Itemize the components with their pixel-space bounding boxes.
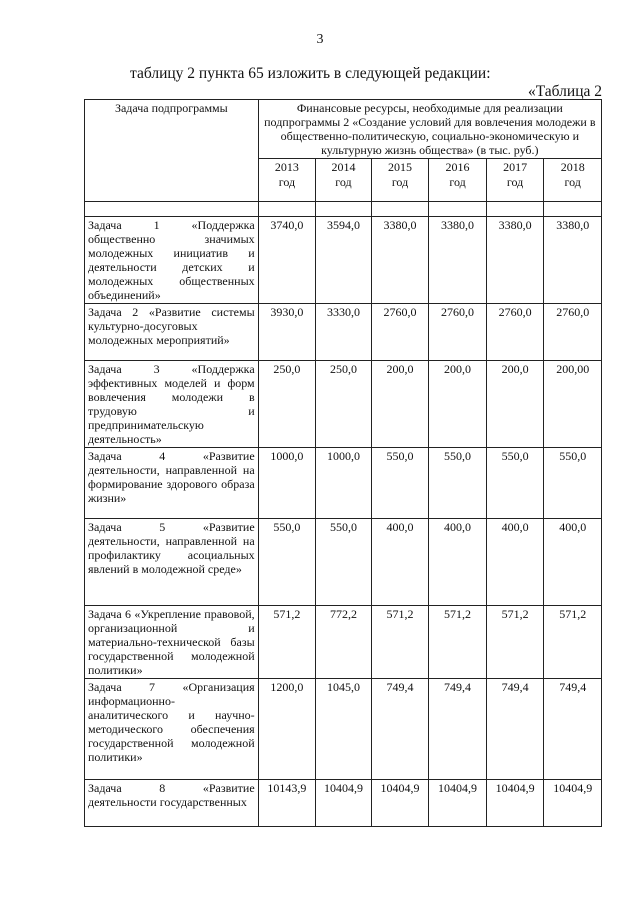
value-cell: 550,0 [429,448,487,519]
header-task: Задача подпрограммы [85,100,259,202]
task-cell: Задача 8 «Развитие деятельности государственных [85,780,259,827]
value-cell: 10404,9 [429,780,487,827]
table-row [85,606,602,679]
year-header [371,159,429,202]
header-finance: Финансовые ресурсы, необходимые для реализации подпрограммы 2 «Создание условий для вовлечения молодежи в общественно-политическую, социально-экономическую и культурную жизнь общества» (в тыс. руб.) [258,100,601,159]
value-cell: 3930,0 [258,304,316,361]
value-cell: 571,2 [544,606,602,679]
value-cell: 10404,9 [544,780,602,827]
year-value: 2018 [560,160,585,174]
value-cell: 3330,0 [316,304,372,361]
spacer-cell [429,202,487,217]
spacer-row [85,202,602,217]
year-unit: год [564,175,581,189]
task-cell: Задача 4 «Развитие деятельности, направленной на формирование здорового образа жизни» [85,448,259,519]
table-row [85,304,602,361]
value-cell: 3380,0 [544,217,602,304]
year-header [316,159,372,202]
value-cell: 200,0 [371,361,429,448]
value-cell: 571,2 [258,606,316,679]
table-label: «Таблица 2 [527,83,602,100]
task-cell: Задача 3 «Поддержка эффективных моделей и форм вовлечения молодежи в трудовую и предпринимательскую деятельность» [85,361,259,448]
spacer-cell [544,202,602,217]
value-cell: 10404,9 [371,780,429,827]
table-row [85,217,602,304]
value-cell: 571,2 [486,606,544,679]
spacer-cell [486,202,544,217]
value-cell: 3380,0 [371,217,429,304]
year-value: 2014 [331,160,356,174]
value-cell: 749,4 [429,679,487,780]
year-value: 2013 [274,160,299,174]
value-cell: 400,0 [486,519,544,606]
year-value: 2015 [388,160,412,174]
value-cell: 2760,0 [486,304,544,361]
table-row [85,448,602,519]
year-header [258,159,316,202]
finance-table [84,99,602,827]
year-value: 2016 [445,160,470,174]
value-cell: 1000,0 [258,448,316,519]
value-cell: 749,4 [371,679,429,780]
task-cell: Задача 2 «Развитие системы культурно-досуговых молодежных мероприятий» [85,304,259,361]
header-row [85,100,602,159]
value-cell: 250,0 [258,361,316,448]
task-cell: Задача 1 «Поддержка общественно значимых молодежных инициатив и деятельности детских и молодежных общественных объединений» [85,217,259,304]
value-cell: 3380,0 [429,217,487,304]
value-cell: 200,0 [486,361,544,448]
spacer-cell [371,202,429,217]
value-cell: 749,4 [486,679,544,780]
table-row [85,780,602,827]
task-cell: Задача 6 «Укрепление правовой, организационной и материально-технической базы государственной молодежной политики» [85,606,259,679]
value-cell: 10143,9 [258,780,316,827]
value-cell: 10404,9 [486,780,544,827]
year-unit: год [449,175,466,189]
year-unit: год [335,175,352,189]
value-cell: 2760,0 [429,304,487,361]
value-cell: 3594,0 [316,217,372,304]
value-cell: 400,0 [544,519,602,606]
value-cell: 200,0 [429,361,487,448]
value-cell: 550,0 [544,448,602,519]
table-row [85,519,602,606]
value-cell: 400,0 [429,519,487,606]
table-row [85,361,602,448]
value-cell: 571,2 [429,606,487,679]
value-cell: 571,2 [371,606,429,679]
year-header [544,159,602,202]
value-cell: 550,0 [486,448,544,519]
year-unit: год [506,175,524,189]
value-cell: 772,2 [316,606,372,679]
spacer-cell [85,202,259,217]
intro-text: таблицу 2 пункта 65 изложить в следующей редакции: [130,65,491,82]
value-cell: 3380,0 [486,217,544,304]
value-cell: 2760,0 [371,304,429,361]
year-header [429,159,487,202]
table-row [85,679,602,780]
spacer-cell [258,202,316,217]
task-cell: Задача 7 «Организация информационно-аналитического и научно-методического обеспечения государственной молодежной политики» [85,679,259,780]
value-cell: 2760,0 [544,304,602,361]
value-cell: 550,0 [371,448,429,519]
value-cell: 3740,0 [258,217,316,304]
year-header [486,159,544,202]
value-cell: 550,0 [258,519,316,606]
spacer-cell [316,202,372,217]
value-cell: 400,0 [371,519,429,606]
value-cell: 550,0 [316,519,372,606]
value-cell: 749,4 [544,679,602,780]
year-unit: год [278,175,296,189]
year-value: 2017 [503,160,528,174]
value-cell: 250,0 [316,361,372,448]
year-unit: год [391,175,409,189]
value-cell: 10404,9 [316,780,372,827]
value-cell: 1200,0 [258,679,316,780]
value-cell: 1045,0 [316,679,372,780]
task-cell: Задача 5 «Развитие деятельности, направленной на профилактику асоциальных явлений в молодежной среде» [85,519,259,606]
value-cell: 200,00 [544,361,602,448]
page-number: 3 [316,32,324,47]
value-cell: 1000,0 [316,448,372,519]
